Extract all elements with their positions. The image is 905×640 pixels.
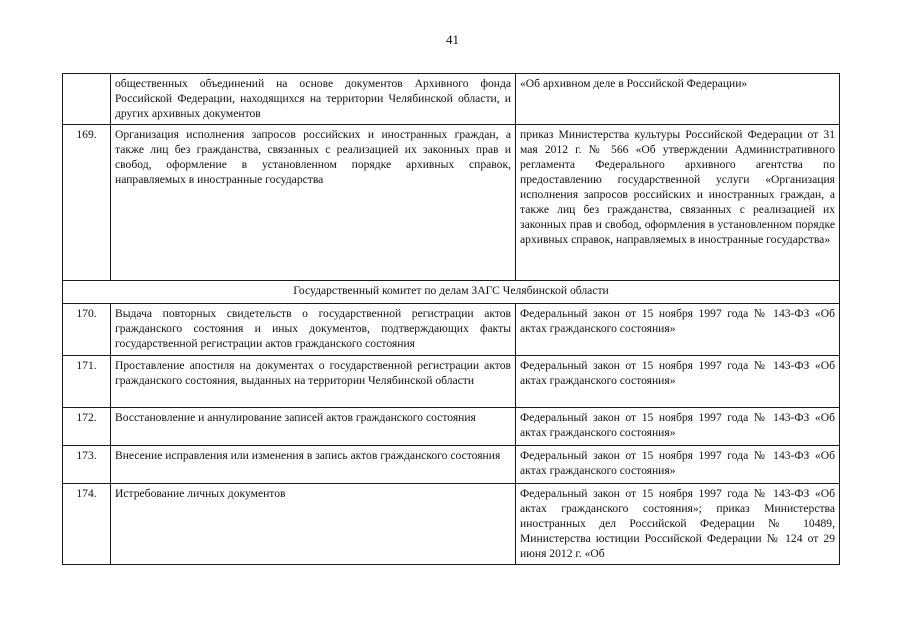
table-row — [63, 304, 840, 356]
service-name: Организация исполнения запросов российских и иностранных граждан, а также лиц без гражданства, связанных с реализацией их законных прав и свобод, оформление в установленном порядке архивных справок, направляемых в иностранные государства — [111, 125, 516, 281]
legal-act: Федеральный закон от 15 ноября 1997 года № 143-ФЗ «Об актах гражданского состояния» — [516, 446, 840, 484]
table-row — [63, 74, 840, 125]
legal-act: Федеральный закон от 15 ноября 1997 года № 143-ФЗ «Об актах гражданского состояния» — [516, 304, 840, 356]
legal-act: Федеральный закон от 15 ноября 1997 года № 143-ФЗ «Об актах гражданского состояния»; приказ Министерства иностранных дел Российской Федерации № 10489, Министерства юстиции Российской Федерации № 124 от 29 июня 2012 г. «Об — [516, 484, 840, 565]
table-row — [63, 484, 840, 565]
row-number: 169. — [63, 125, 111, 281]
service-name: Восстановление и аннулирование записей актов гражданского состояния — [111, 408, 516, 446]
section-header-row — [63, 281, 840, 304]
row-number: 170. — [63, 304, 111, 356]
legal-act: Федеральный закон от 15 ноября 1997 года № 143-ФЗ «Об актах гражданского состояния» — [516, 356, 840, 408]
table-row — [63, 408, 840, 446]
table-row — [63, 356, 840, 408]
table-row — [63, 446, 840, 484]
row-number: 172. — [63, 408, 111, 446]
legal-act: приказ Министерства культуры Российской Федерации от 31 мая 2012 г. № 566 «Об утверждении Административного регламента Федерального архивного агентства по предоставлению государственной услуги «Организация исполнения запросов российских и иностранных граждан, а также лиц без гражданства, связанных с реализацией их законных прав и свобод, оформления в установленном порядке архивных справок, направляемых в иностранные государства» — [516, 125, 840, 281]
row-number: 174. — [63, 484, 111, 565]
services-table — [62, 73, 840, 565]
page-number: 41 — [446, 32, 459, 47]
service-name: Внесение исправления или изменения в запись актов гражданского состояния — [111, 446, 516, 484]
section-header: Государственный комитет по делам ЗАГС Челябинской области — [63, 281, 840, 304]
service-name: Проставление апостиля на документах о государственной регистрации актов гражданского состояния, выданных на территории Челябинской области — [111, 356, 516, 408]
service-name: общественных объединений на основе документов Архивного фонда Российской Федерации, находящихся на территории Челябинской области, и других архивных документов — [111, 74, 516, 125]
row-number — [63, 74, 111, 125]
row-number: 171. — [63, 356, 111, 408]
row-number: 173. — [63, 446, 111, 484]
service-name: Истребование личных документов — [111, 484, 516, 565]
table-row — [63, 125, 840, 281]
legal-act: «Об архивном деле в Российской Федерации» — [516, 74, 840, 125]
legal-act: Федеральный закон от 15 ноября 1997 года № 143-ФЗ «Об актах гражданского состояния» — [516, 408, 840, 446]
service-name: Выдача повторных свидетельств о государственной регистрации актов гражданского состояния и иных документов, подтверждающих факты государственной регистрации актов гражданского состояния — [111, 304, 516, 356]
